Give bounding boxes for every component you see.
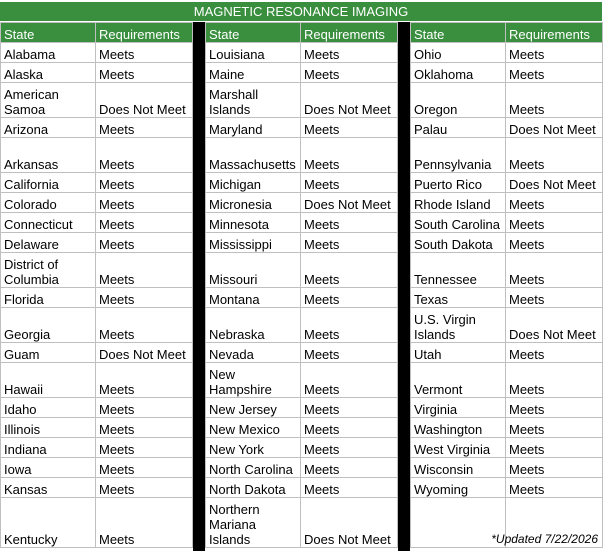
table-row: [411, 63, 603, 83]
requirement-cell: Meets: [96, 193, 193, 213]
table-row: [206, 253, 398, 288]
state-cell: Connecticut: [1, 213, 96, 233]
table-row: [1, 418, 193, 438]
table-row: [206, 363, 398, 398]
requirement-cell: Meets: [506, 253, 603, 288]
requirement-cell: Meets: [301, 438, 398, 458]
table-row: [206, 398, 398, 418]
requirement-cell: Meets: [301, 63, 398, 83]
state-cell: U.S. Virgin Islands: [411, 308, 506, 343]
requirement-cell: Meets: [301, 43, 398, 63]
state-cell: North Dakota: [206, 478, 301, 498]
requirement-cell: Does Not Meet: [96, 343, 193, 363]
requirement-cell: Meets: [96, 363, 193, 398]
requirement-cell: Meets: [506, 83, 603, 118]
table-row: [1, 43, 193, 63]
requirement-cell: Meets: [301, 213, 398, 233]
requirement-cell: Does Not Meet: [301, 193, 398, 213]
table-row: [206, 43, 398, 63]
requirement-cell: Meets: [506, 458, 603, 478]
table-row: [206, 438, 398, 458]
state-cell: Marshall Islands: [206, 83, 301, 118]
state-cell: Indiana: [1, 438, 96, 458]
state-cell: Kentucky: [1, 498, 96, 548]
table-row: [411, 458, 603, 478]
state-cell: Oklahoma: [411, 63, 506, 83]
requirement-cell: Meets: [506, 63, 603, 83]
requirement-cell: Meets: [301, 118, 398, 138]
state-cell: Arizona: [1, 118, 96, 138]
requirement-cell: Meets: [96, 458, 193, 478]
requirement-cell: Meets: [96, 478, 193, 498]
requirement-cell: Does Not Meet: [506, 173, 603, 193]
requirement-cell: Meets: [96, 118, 193, 138]
state-header: State: [411, 23, 506, 43]
table-row: [206, 83, 398, 118]
state-table: [205, 22, 398, 548]
table-row: [411, 343, 603, 363]
requirement-cell: Meets: [301, 308, 398, 343]
state-cell: South Carolina: [411, 213, 506, 233]
header-row: [411, 23, 603, 43]
state-cell: Guam: [1, 343, 96, 363]
state-cell: Minnesota: [206, 213, 301, 233]
requirement-cell: Meets: [301, 363, 398, 398]
table-row: [1, 288, 193, 308]
table-row: [1, 118, 193, 138]
requirement-cell: Meets: [96, 213, 193, 233]
requirements-header: Requirements: [506, 23, 603, 43]
state-cell: California: [1, 173, 96, 193]
requirement-cell: Meets: [301, 138, 398, 173]
column-separator: [398, 22, 410, 551]
state-cell: Rhode Island: [411, 193, 506, 213]
sheet-title: MAGNETIC RESONANCE IMAGING: [0, 2, 602, 21]
requirement-cell: Meets: [96, 233, 193, 253]
requirement-cell: Meets: [301, 173, 398, 193]
table-row: [411, 363, 603, 398]
requirement-cell: Meets: [96, 418, 193, 438]
requirement-cell: Meets: [96, 138, 193, 173]
table-row: [411, 43, 603, 63]
requirement-cell: Meets: [301, 233, 398, 253]
state-cell: Hawaii: [1, 363, 96, 398]
table-row: [411, 253, 603, 288]
header-row: [206, 23, 398, 43]
table-row: [411, 118, 603, 138]
table-row: [206, 478, 398, 498]
state-cell: Pennsylvania: [411, 138, 506, 173]
table-row: [1, 478, 193, 498]
state-cell: Tennessee: [411, 253, 506, 288]
requirement-cell: Meets: [506, 363, 603, 398]
requirement-cell: Meets: [506, 418, 603, 438]
table-row: [206, 63, 398, 83]
state-table: [410, 22, 603, 548]
requirement-cell: Meets: [506, 193, 603, 213]
table-row: [411, 438, 603, 458]
state-cell: Texas: [411, 288, 506, 308]
table-row: [1, 233, 193, 253]
table-row: [1, 193, 193, 213]
state-cell: Delaware: [1, 233, 96, 253]
table-row: [411, 478, 603, 498]
state-cell: South Dakota: [411, 233, 506, 253]
state-cell: Alaska: [1, 63, 96, 83]
state-cell: District of Columbia: [1, 253, 96, 288]
state-cell: Maine: [206, 63, 301, 83]
table-row: [1, 363, 193, 398]
table-row: [411, 233, 603, 253]
table-row: [206, 118, 398, 138]
requirement-cell: Meets: [96, 288, 193, 308]
state-table-column-1: [0, 22, 192, 548]
table-row: [1, 138, 193, 173]
table-row: [1, 498, 193, 548]
state-cell: Utah: [411, 343, 506, 363]
state-cell: Alabama: [1, 43, 96, 63]
requirement-cell: Meets: [96, 438, 193, 458]
requirement-cell: Meets: [301, 418, 398, 438]
table-row: [1, 343, 193, 363]
state-cell: New York: [206, 438, 301, 458]
table-row: [206, 233, 398, 253]
state-table: [0, 22, 193, 548]
requirement-cell: Does Not Meet: [301, 498, 398, 548]
table-row: [1, 308, 193, 343]
table-row: [206, 458, 398, 478]
requirement-cell: Meets: [301, 398, 398, 418]
requirements-header: Requirements: [301, 23, 398, 43]
state-cell: Georgia: [1, 308, 96, 343]
table-row: [1, 63, 193, 83]
requirements-header: Requirements: [96, 23, 193, 43]
state-cell: Louisiana: [206, 43, 301, 63]
requirement-cell: Meets: [96, 63, 193, 83]
requirement-cell: Meets: [506, 438, 603, 458]
table-row: [206, 138, 398, 173]
state-cell: Missouri: [206, 253, 301, 288]
state-cell: Palau: [411, 118, 506, 138]
state-cell: North Carolina: [206, 458, 301, 478]
state-cell: Micronesia: [206, 193, 301, 213]
table-row: [206, 308, 398, 343]
requirement-cell: Meets: [96, 253, 193, 288]
table-row: [206, 418, 398, 438]
state-cell: Oregon: [411, 83, 506, 118]
header-row: [1, 23, 193, 43]
state-cell: Florida: [1, 288, 96, 308]
requirement-cell: Meets: [301, 458, 398, 478]
requirement-cell: Meets: [506, 478, 603, 498]
requirement-cell: Meets: [506, 233, 603, 253]
state-cell: Vermont: [411, 363, 506, 398]
table-row: [411, 308, 603, 343]
requirement-cell: Meets: [301, 478, 398, 498]
table-row: [411, 213, 603, 233]
state-cell: Idaho: [1, 398, 96, 418]
table-row: [411, 173, 603, 193]
state-cell: Maryland: [206, 118, 301, 138]
table-row: [411, 138, 603, 173]
table-row: [206, 343, 398, 363]
requirement-cell: Meets: [506, 138, 603, 173]
requirement-cell: Meets: [96, 498, 193, 548]
state-cell: Washington: [411, 418, 506, 438]
table-row: [1, 398, 193, 418]
state-cell: Michigan: [206, 173, 301, 193]
table-row: [206, 213, 398, 233]
state-cell: New Hampshire: [206, 363, 301, 398]
table-row: [206, 173, 398, 193]
requirement-cell: Meets: [506, 343, 603, 363]
table-row: [1, 83, 193, 118]
requirement-cell: Meets: [506, 213, 603, 233]
requirement-cell: Meets: [96, 398, 193, 418]
state-table-column-2: [205, 22, 397, 548]
table-row: [1, 173, 193, 193]
requirement-cell: Meets: [301, 253, 398, 288]
table-row: [1, 213, 193, 233]
state-cell: New Jersey: [206, 398, 301, 418]
state-cell: Wyoming: [411, 478, 506, 498]
table-row: [411, 398, 603, 418]
requirement-cell: Does Not Meet: [506, 308, 603, 343]
requirement-cell: Meets: [301, 288, 398, 308]
state-cell: New Mexico: [206, 418, 301, 438]
requirement-cell: Does Not Meet: [96, 83, 193, 118]
state-cell: American Samoa: [1, 83, 96, 118]
state-cell: West Virginia: [411, 438, 506, 458]
state-cell: Nebraska: [206, 308, 301, 343]
state-cell: Ohio: [411, 43, 506, 63]
state-cell: Wisconsin: [411, 458, 506, 478]
requirement-cell: Does Not Meet: [301, 83, 398, 118]
table-row: [1, 253, 193, 288]
table-row: [206, 498, 398, 548]
state-cell: Montana: [206, 288, 301, 308]
requirement-cell: Does Not Meet: [506, 118, 603, 138]
updated-note: *Updated 7/22/2026: [491, 532, 598, 546]
requirement-cell: Meets: [96, 43, 193, 63]
table-row: [1, 438, 193, 458]
table-row: [411, 193, 603, 213]
requirement-cell: Meets: [96, 308, 193, 343]
state-cell: Kansas: [1, 478, 96, 498]
table-row: [1, 458, 193, 478]
table-row: [411, 418, 603, 438]
requirement-cell: Meets: [506, 43, 603, 63]
table-row: [411, 83, 603, 118]
state-cell: Northern Mariana Islands: [206, 498, 301, 548]
table-row: [206, 288, 398, 308]
state-cell: Mississippi: [206, 233, 301, 253]
requirement-cell: Meets: [301, 343, 398, 363]
state-header: State: [1, 23, 96, 43]
state-header: State: [206, 23, 301, 43]
table-row: [206, 193, 398, 213]
state-cell: Virginia: [411, 398, 506, 418]
requirement-cell: Meets: [96, 173, 193, 193]
state-cell: Puerto Rico: [411, 173, 506, 193]
state-table-column-3: [410, 22, 602, 548]
column-separator: [193, 22, 205, 551]
table-row: [411, 288, 603, 308]
state-cell: Massachusetts: [206, 138, 301, 173]
state-cell: Iowa: [1, 458, 96, 478]
requirement-cell: Meets: [506, 398, 603, 418]
state-cell: Colorado: [1, 193, 96, 213]
state-cell: Nevada: [206, 343, 301, 363]
state-cell: Arkansas: [1, 138, 96, 173]
state-cell: Illinois: [1, 418, 96, 438]
requirement-cell: Meets: [506, 288, 603, 308]
